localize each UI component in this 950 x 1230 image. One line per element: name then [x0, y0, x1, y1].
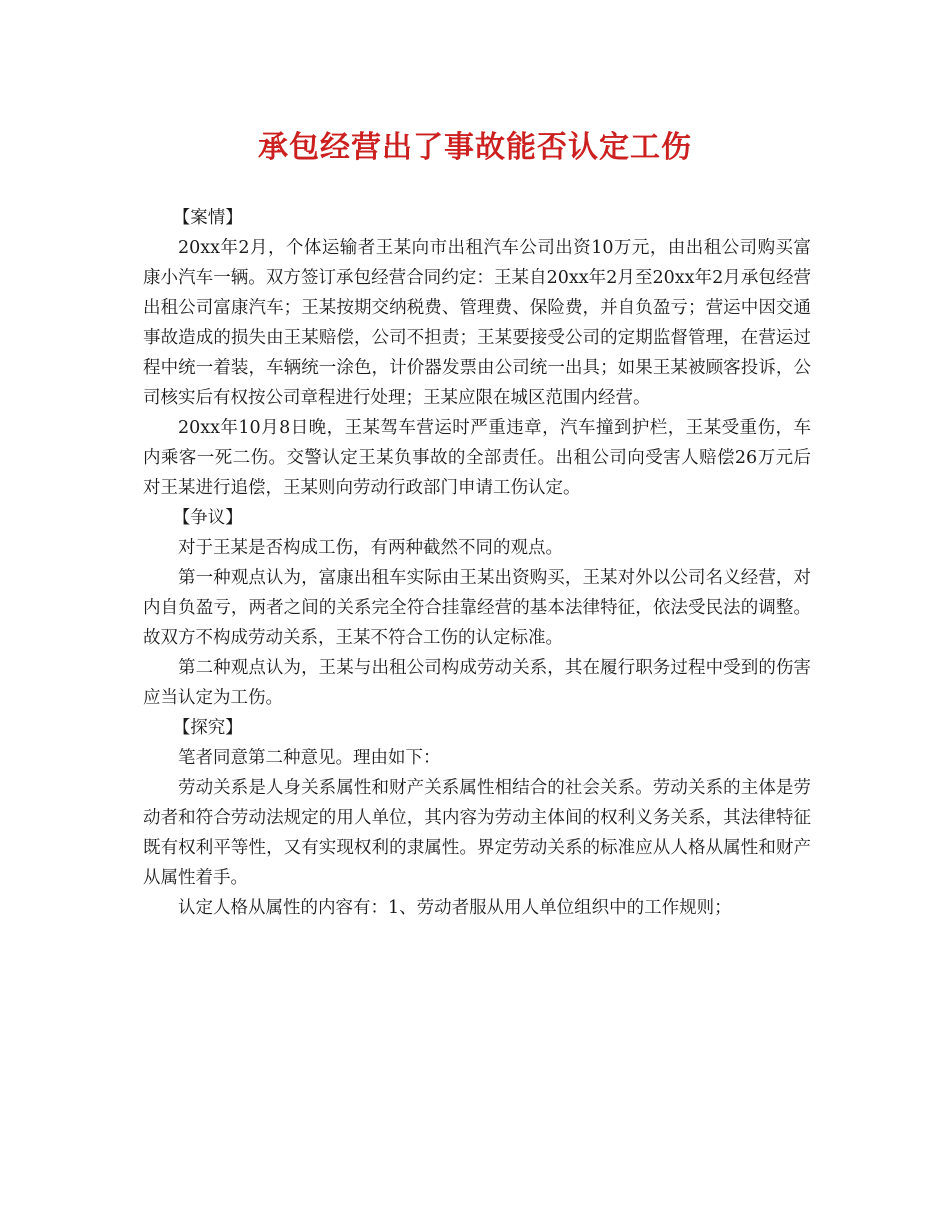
- case-heading: 【案情】: [172, 208, 243, 228]
- dispute-paragraph-1: 对于王某是否构成工伤，有两种截然不同的观点。: [178, 538, 563, 558]
- analysis-paragraph-1: 笔者同意第二种意见。理由如下：: [178, 748, 441, 768]
- analysis-paragraph-3: 认定人格从属性的内容有：1、劳动者服从用人单位组织中的工作规则；: [178, 898, 732, 918]
- dispute-paragraph-3: 第二种观点认为，王某与出租公司构成劳动关系，其在履行职务过程中受到的伤害应当认定为工伤。: [143, 658, 811, 708]
- document-body: [143, 203, 811, 923]
- analysis-heading: 【探究】: [172, 718, 243, 738]
- case-paragraph-2: 20xx年10月8日晚，王某驾车营运时严重违章，汽车撞到护栏，王某受重伤，车内乘客一死二伤。交警认定王某负事故的全部责任。出租公司向受害人赔偿26万元后对王某进行追偿，王某则向劳动行政部门申请工伤认定。: [143, 418, 811, 498]
- analysis-paragraph-2: 劳动关系是人身关系属性和财产关系属性相结合的社会关系。劳动关系的主体是劳动者和符合劳动法规定的用人单位，其内容为劳动主体间的权利义务关系，其法律特征既有权利平等性，又有实现权利的隶属性。界定劳动关系的标准应从人格从属性和财产从属性着手。: [143, 778, 811, 888]
- dispute-heading: 【争议】: [172, 508, 243, 528]
- dispute-paragraph-2: 第一种观点认为，富康出租车实际由王某出资购买，王某对外以公司名义经营，对内自负盈亏，两者之间的关系完全符合挂靠经营的基本法律特征，依法受民法的调整。故双方不构成劳动关系，王某不符合工伤的认定标准。: [143, 568, 811, 648]
- case-paragraph-1: 20xx年2月，个体运输者王某向市出租汽车公司出资10万元，由出租公司购买富康小汽车一辆。双方签订承包经营合同约定：王某自20xx年2月至20xx年2月承包经营出租公司富康汽车；王某按期交纳税费、管理费、保险费，并自负盈亏；营运中因交通事故造成的损失由王某赔偿，公司不担责；王某要接受公司的定期监督管理，在营运过程中统一着装，车辆统一涂色，计价器发票由公司统一出具；如果王某被顾客投诉，公司核实后有权按公司章程进行处理；王某应限在城区范围内经营。: [143, 238, 811, 408]
- document-title: 承包经营出了事故能否认定工伤: [258, 130, 692, 165]
